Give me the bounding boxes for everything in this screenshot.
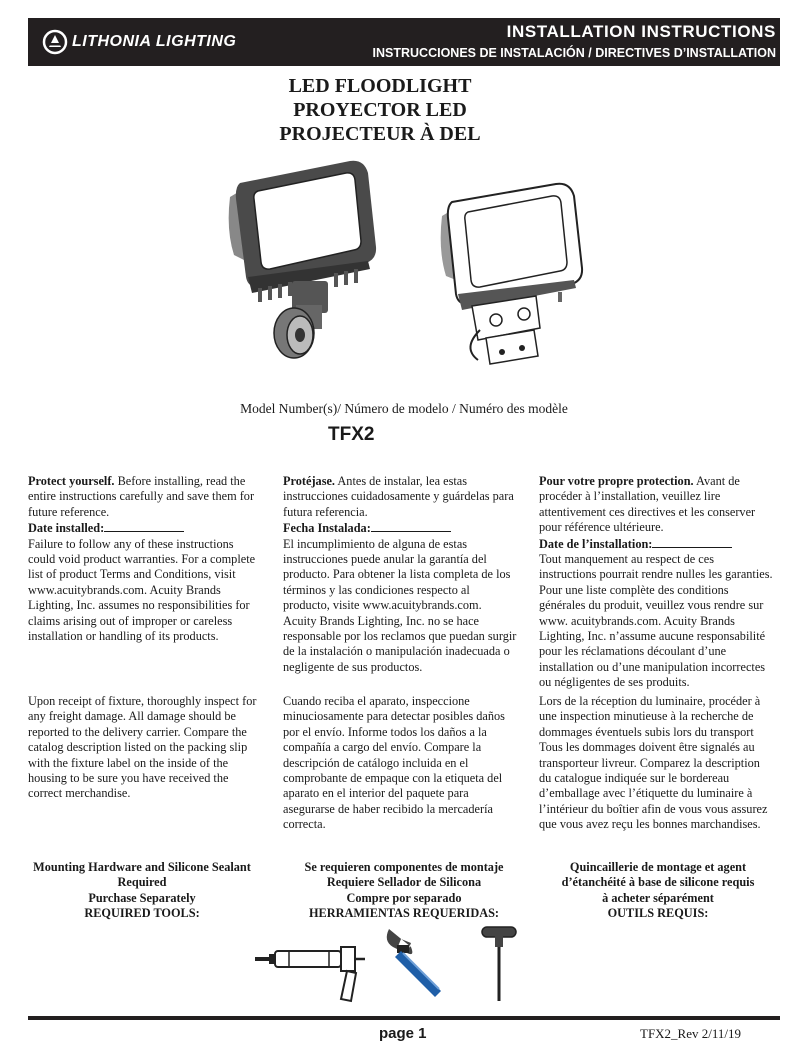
document-title: INSTALLATION INSTRUCTIONS	[506, 22, 776, 41]
english-safety-section	[28, 474, 262, 644]
requirements-en	[17, 860, 267, 922]
required-tools-illustration	[255, 925, 545, 1005]
requirement-line: Purchase Separately	[88, 890, 196, 905]
protect-text-en: Before installing, read the entire instructions carefully and save them for future reference.	[28, 474, 255, 519]
requirement-line: Se requieren componentes de montaje	[304, 860, 504, 874]
revision-label: TFX2_Rev 2/11/19	[640, 1026, 741, 1041]
required-tools-heading: HERRAMIENTAS REQUERIDAS:	[308, 906, 500, 921]
requirement-line: d’étanchéité à base de silicone requis	[561, 875, 755, 890]
protect-text-es: Antes de instalar, lea estas instrucciones cuidadosamente y guárdelas para futura referencia.	[283, 474, 514, 519]
product-title-en: LED FLOODLIGHT	[288, 75, 472, 97]
requirement-line: à acheter séparément	[602, 890, 714, 905]
warranty-text-fr: Tout manquement au respect de ces instructions pourrait rendre nulles les garanties. Pour une liste complète des conditions générales du produit, veuillez vous rendre sur www. acuitybrands.com. Acuity Brands Lighting, Inc. n’assume aucune responsabilité pour les réclamations découlant d’une installation ou d’une manipulation incorrectes ou négligentes de ses produits.	[539, 552, 773, 690]
adjustable-wrench-icon	[387, 929, 441, 997]
date-installed-label-fr: Date de l’installation:	[539, 536, 653, 551]
brand-logo	[42, 29, 236, 55]
product-title	[250, 74, 510, 146]
protect-heading-es: Protéjase.	[283, 474, 336, 488]
t-handle-driver-icon	[482, 927, 516, 1001]
warranty-text-en: Failure to follow any of these instructions could void product warranties. For a complete list of product Terms and Conditions, visit www.acuitybrands.com. Acuity Brands Lighting, Inc. assumes no responsibilities for claims arising out of improper or careless installation or handling of its products.	[28, 536, 256, 644]
floodlight-knuckle-mount-illustration	[222, 155, 382, 360]
requirement-line: Mounting Hardware and Silicone Sealant	[33, 860, 251, 874]
document-subtitle: INSTRUCCIONES DE INSTALACIÓN / DIRECTIVES D’INSTALLATION	[372, 46, 776, 60]
date-blank-line	[371, 520, 451, 532]
header-bar	[28, 18, 780, 66]
required-tools-heading: REQUIRED TOOLS:	[84, 906, 200, 921]
french-safety-section	[539, 474, 773, 691]
floodlight-yoke-mount-illustration	[438, 180, 590, 370]
date-installed-label-es: Fecha Instalada:	[283, 521, 371, 536]
requirement-line: Required	[117, 875, 167, 890]
requirement-line: Compre por separado	[346, 890, 462, 905]
protect-heading-en: Protect yourself.	[28, 474, 115, 488]
product-title-es: PROYECTOR LED	[293, 99, 467, 121]
spanish-safety-section	[283, 474, 517, 675]
brand-name: LITHONIA LIGHTING	[72, 33, 237, 50]
product-title-fr: PROJECTEUR À DEL	[279, 123, 481, 145]
inspect-text-en: Upon receipt of fixture, thoroughly inspect for any freight damage. All damage should be reported to the delivery carrier. Compare the catalog description listed on the packing slip with the fixture label on the inside of the housing to be sure you have received the correct merchandise.	[28, 694, 257, 801]
date-installed-label-en: Date installed:	[28, 521, 105, 536]
requirements-es	[279, 860, 529, 922]
protect-heading-fr: Pour votre propre protection.	[539, 474, 694, 488]
footer-rule	[28, 1016, 780, 1020]
inspect-text-fr: Lors de la réception du luminaire, procéder à une inspection minutieuse à la recherche de dommages éventuels subis lors du transport Tous les dommages doivent être signalés au transporteur livreur. Comparez la description du catalogue indiquée sur le bordereau d’emballage avec l’étiquette du luminaire à l’intérieur du boîtier afin de vous vous assurez que vous avez reçu les bonnes marchandises.	[539, 694, 768, 832]
required-tools-heading: OUTILS REQUIS:	[607, 906, 709, 921]
inspect-text-es: Cuando reciba el aparato, inspeccione minuciosamente para detectar posibles daños por el envío. Informe todos los daños a la compañía a cargo del envío. Compare la descripción de catálogo incluida en el comprobante de empaque con la etiqueta del aparato en el interior del paquete para asegurarse de haber recibido la mercadería correcta.	[283, 694, 505, 832]
requirement-line: Quincaillerie de montage et agent	[569, 860, 747, 874]
model-number-label: Model Number(s)/ Número de modelo / Numéro des modèle	[240, 401, 568, 416]
date-blank-line	[652, 536, 732, 548]
model-number: TFX2	[328, 424, 375, 445]
warranty-text-es: El incumplimiento de alguna de estas instrucciones puede anular la garantía del producto. Para obtener la lista completa de los términos y las condiciones respecto al producto, visite www.acuitybrands.com. Acuity Brands Lighting, Inc. no se hace responsable por los reclamos que puedan surgir de la instalación o manipulación inadecuada o negligente de sus productos.	[283, 536, 517, 674]
caulking-gun-icon	[255, 947, 365, 1001]
protect-text-fr: Avant de procéder à l’installation, veuillez lire attentivement ces directives et les conserver pour référence ultérieure.	[539, 474, 756, 535]
date-blank-line	[104, 520, 184, 532]
requirements-fr	[533, 860, 783, 922]
requirement-line: Requiere Sellador de Silicona	[326, 875, 482, 890]
page-number: page 1	[379, 1025, 427, 1042]
lithonia-logo-icon	[42, 29, 68, 55]
